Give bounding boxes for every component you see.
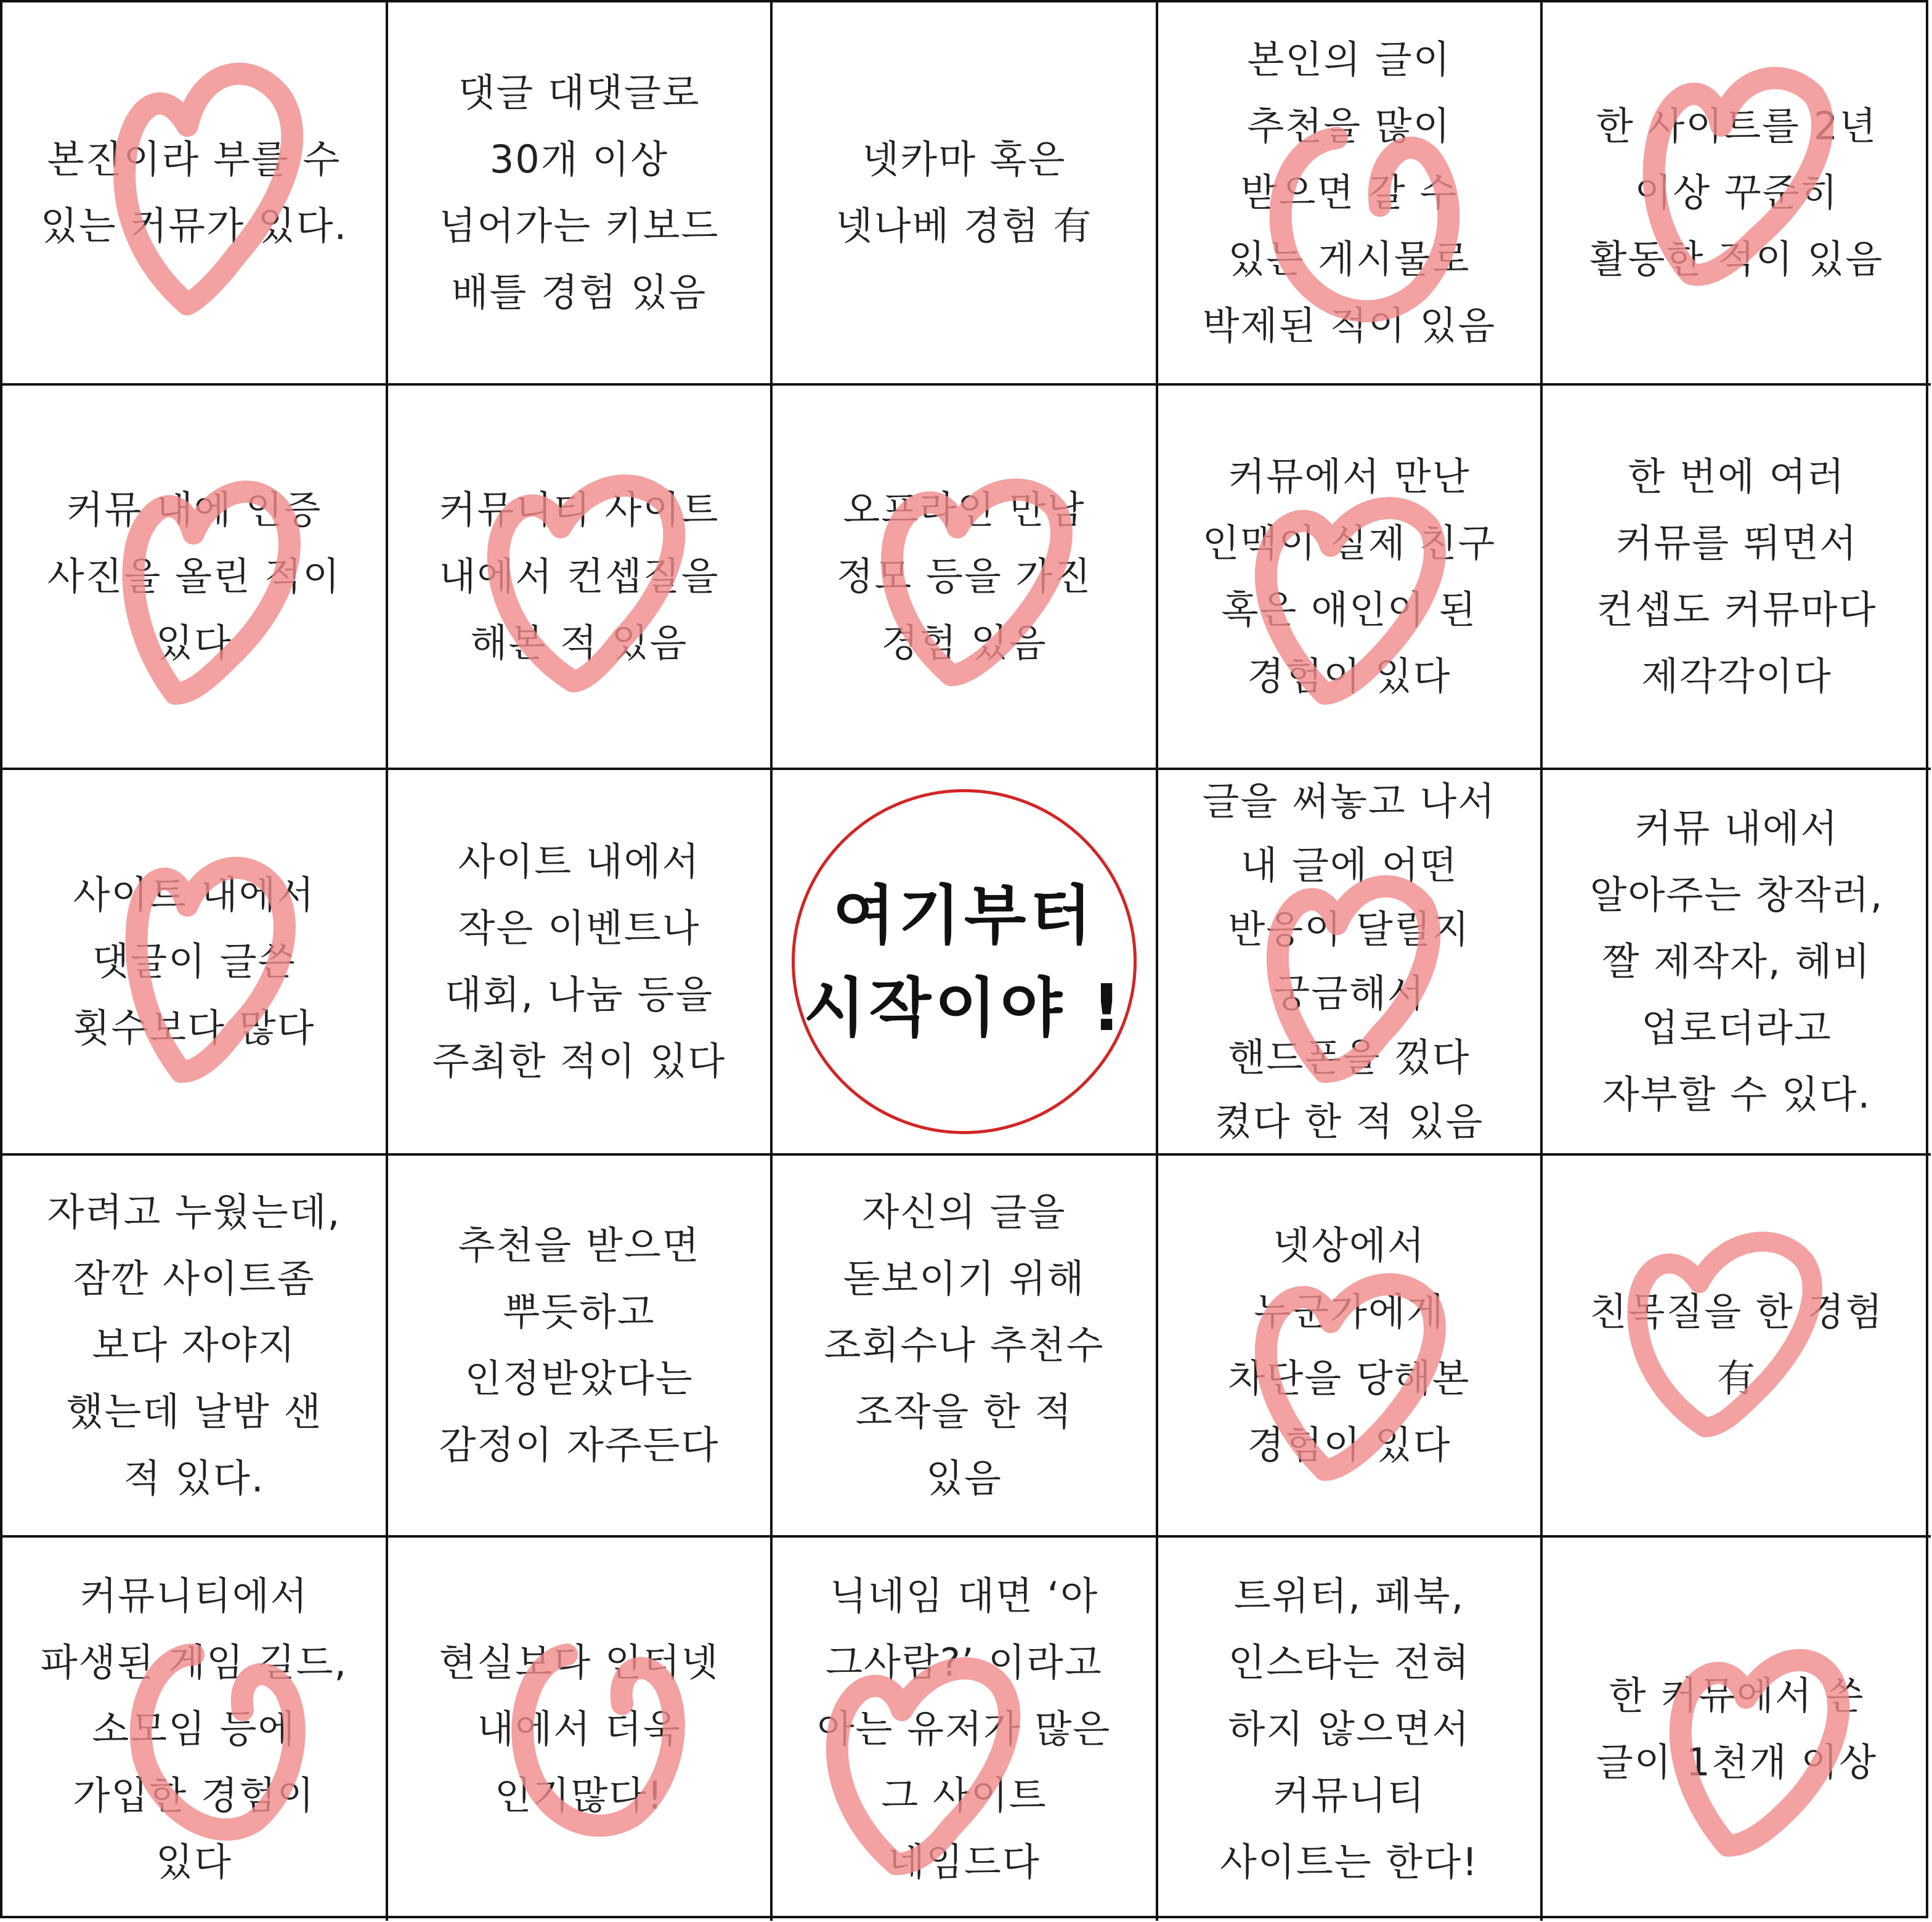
bingo-cell[interactable] bbox=[2, 770, 388, 1156]
cell-text: 사이트 내에서 작은 이벤트나 대회, 나눔 등을 주최한 적이 있다 bbox=[432, 839, 726, 1084]
cell-text: 자신의 글을 돋보이기 위해 조회수나 추천수 조작을 한 적 있음 bbox=[824, 1190, 1105, 1501]
bingo-cell[interactable] bbox=[1158, 770, 1543, 1156]
cell-text: 넷카마 혹은 넷나베 경험 有 bbox=[835, 137, 1093, 248]
cell-text: 친목질을 한 경험 有 bbox=[1589, 1289, 1884, 1401]
cell-text: 본인의 글이 추천을 많이 받으면 갈 수 있는 게시물로 박제된 적이 있음 bbox=[1202, 37, 1496, 348]
bingo-cell[interactable] bbox=[2, 386, 388, 770]
bingo-cell[interactable] bbox=[2, 1538, 388, 1921]
start-circle bbox=[792, 789, 1137, 1134]
cell-text: 사이트 내에서 댓글이 글쓴 횟수보다 많다 bbox=[73, 872, 315, 1050]
cell-text: 본진이라 부를 수 있는 커뮤가 있다. bbox=[40, 137, 348, 248]
bingo-cell[interactable] bbox=[388, 770, 773, 1156]
bingo-cell[interactable] bbox=[388, 386, 773, 770]
bingo-cell[interactable] bbox=[388, 2, 773, 386]
start-title-line2: 시작이야 ! bbox=[803, 970, 1125, 1045]
bingo-cell[interactable] bbox=[388, 1538, 773, 1921]
cell-text: 커뮤니티에서 파생된 게임 길드, 소모임 등에 가입한 경험이 있다 bbox=[40, 1573, 348, 1884]
cell-text: 한 커뮤에서 쓴 글이 1천개 이상 bbox=[1596, 1673, 1878, 1785]
bingo-cell[interactable] bbox=[773, 1538, 1158, 1921]
bingo-cell-center[interactable] bbox=[773, 770, 1158, 1156]
cell-text: 커뮤에서 만난 인맥이 실제 친구 혹은 애인이 된 경험이 있다 bbox=[1202, 454, 1496, 699]
cell-text: 트위터, 페북, 인스타는 전혀 하지 않으면서 커뮤니티 사이트는 한다! bbox=[1220, 1573, 1479, 1884]
bingo-cell[interactable] bbox=[1158, 1156, 1543, 1538]
bingo-cell[interactable] bbox=[1543, 770, 1931, 1156]
bingo-cell[interactable] bbox=[1543, 1156, 1931, 1538]
cell-text: 커뮤 내에서 알아주는 창작러, 짤 제작자, 헤비 업로더라고 자부할 수 있다. bbox=[1589, 806, 1884, 1117]
bingo-cell[interactable] bbox=[1543, 386, 1931, 770]
cell-text: 자려고 누웠는데, 잠깐 사이트좀 보다 자야지 했는데 날밤 샌 적 있다. bbox=[47, 1190, 341, 1501]
cell-text: 현실보다 인터넷 내에서 더욱 인기많다! bbox=[439, 1640, 720, 1818]
cell-text: 커뮤니티 사이트 내에서 컨셉질을 해본 적 있음 bbox=[439, 487, 720, 665]
cell-text: 오프라인 만남 정모 등을 가진 경험 있음 bbox=[836, 487, 1092, 665]
bingo-cell[interactable] bbox=[1543, 2, 1931, 386]
bingo-cell[interactable] bbox=[1158, 386, 1543, 770]
bingo-cell[interactable] bbox=[1158, 2, 1543, 386]
bingo-cell[interactable] bbox=[1158, 1538, 1543, 1921]
cell-text: 추천을 받으면 뿌듯하고 인정받았다는 감정이 자주든다 bbox=[439, 1223, 720, 1467]
bingo-cell[interactable] bbox=[773, 2, 1158, 386]
cell-text: 한 사이트를 2년 이상 꾸준히 활동한 적이 있음 bbox=[1589, 103, 1884, 282]
cell-text: 댓글 대댓글로 30개 이상 넘어가는 키보드 배틀 경험 있음 bbox=[439, 70, 720, 315]
cell-text: 글을 써놓고 나서 내 글에 어떤 반응이 달릴지 궁금해서 핸드폰을 껐다 켰다 한 적 있음 bbox=[1202, 779, 1496, 1144]
bingo-cell[interactable] bbox=[773, 386, 1158, 770]
bingo-cell[interactable] bbox=[2, 2, 388, 386]
bingo-cell[interactable] bbox=[388, 1156, 773, 1538]
bingo-cell[interactable] bbox=[1543, 1538, 1931, 1921]
cell-text: 넷상에서 누군가에게 차단을 당해본 경험이 있다 bbox=[1228, 1223, 1471, 1467]
bingo-cell[interactable] bbox=[773, 1156, 1158, 1538]
bingo-cell[interactable] bbox=[2, 1156, 388, 1538]
start-title-line1: 여기부터 bbox=[833, 878, 1095, 953]
cell-text: 커뮤 내에 인증 사진을 올린 적이 있다 bbox=[47, 487, 341, 665]
cell-text: 한 번에 여러 커뮤를 뛰면서 컨셉도 커뮤마다 제각각이다 bbox=[1596, 454, 1877, 699]
cell-text: 닉네임 대면 ‘아 그사람?’ 이라고 아는 유저가 많은 그 사이트 네임드다 bbox=[817, 1573, 1111, 1884]
